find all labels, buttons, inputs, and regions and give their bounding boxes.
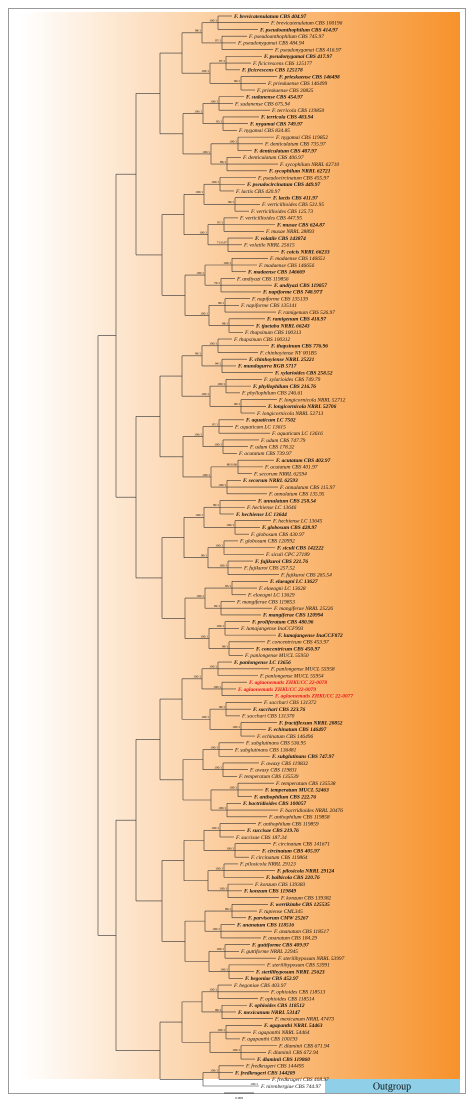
taxon-label: F. panlongense MUCL 55958 — [271, 666, 335, 673]
taxon-label: F. fredkrugeri CBS 144209 — [235, 1070, 296, 1077]
taxon-label: F. pseudonygamai CBS 484.94 — [238, 40, 305, 47]
taxon-label: F. konzum CBS 119849 — [244, 888, 297, 895]
taxon-label: F. elaeagni LC 13629 — [248, 592, 295, 599]
support-value: 87/1 — [218, 58, 225, 63]
support-value: 100/1 — [194, 109, 202, 114]
taxon-label: F. fujikuroi CBS 221.76 — [255, 558, 309, 565]
taxon-label: F. ananatum CBS 184.29 — [263, 935, 317, 942]
taxon-label: F. pseudonygamai CBS 417.97 — [264, 54, 333, 61]
support-value: 100/1 — [196, 593, 204, 598]
taxon-label: F. sterilihyposum NRRL 53997 — [278, 955, 345, 962]
taxon-label: F. madaense CBS 146669 — [248, 269, 305, 276]
taxon-label: F. verticillioides CBS 447.95 — [240, 215, 303, 222]
taxon-label: F. panlongense MUCL 55954 — [260, 673, 324, 680]
support-value: 100/1 — [193, 674, 201, 679]
taxon-label: F. denticulatum CBS 735.97 — [265, 141, 326, 148]
taxon-label: F. guttiforme NRRL 22945 — [241, 949, 299, 956]
support-value: 100/1 — [229, 139, 237, 144]
taxon-label: F. sterilihyposum CBS 53991 — [267, 962, 330, 969]
support-value: 100/1 — [226, 846, 234, 851]
taxon-label: F. temperatum MUCL 52463 — [265, 787, 329, 794]
support-value: 97/1 — [216, 220, 223, 225]
support-value: 100/1 — [250, 1081, 258, 1086]
taxon-label: F. pseudoanthophilum CBS 414.97 — [260, 27, 338, 34]
support-value: 98/1 — [221, 321, 228, 326]
taxon-label: F. pseudocircinatum CBS 455.97 — [258, 175, 329, 182]
taxon-label: F. temperatum CBS 135539 — [239, 774, 299, 781]
taxon-label: F. siculi CPC 27189 — [266, 552, 310, 559]
support-value: 99/1 — [214, 1007, 221, 1012]
support-value: 100/1 — [226, 523, 234, 528]
support-value: 100/1 — [232, 1048, 240, 1053]
support-value: 95/1 — [224, 583, 231, 588]
taxon-label: F. verticillioides CBS 531.95 — [262, 202, 325, 209]
support-value: 100/1 — [209, 664, 217, 669]
taxon-label: F. globosum CBS 120992 — [240, 538, 295, 545]
taxon-label: F. elaeagni LC 13627 — [270, 579, 318, 586]
support-value: 100/1 — [195, 513, 203, 518]
taxon-label: F. madaense CBS 146656 — [259, 262, 315, 269]
taxon-label: F. mangiferae CBS 120994 — [263, 612, 324, 619]
support-value: 97/1 — [214, 38, 221, 43]
support-value: 100/1 — [220, 967, 228, 972]
support-value: 100/1 — [202, 149, 210, 154]
taxon-label: F. nirenbergiae CBS 744.97 — [261, 1083, 321, 1090]
taxon-label: F. aquaticum LC 7502 — [246, 417, 296, 424]
support-value: 100/1 — [210, 99, 218, 104]
taxon-label: F. chinhoyiense NY 001B5 — [260, 350, 317, 357]
support-value: 99/1 — [233, 79, 240, 84]
support-value: 99/1 — [200, 553, 207, 558]
support-value: 100/1 — [214, 442, 222, 447]
support-value: 100/1 — [196, 270, 204, 275]
taxon-label: F. fredkrugeri CBS 144495 — [246, 1063, 305, 1070]
taxon-label: F. dlaminii CBS 672.94 — [268, 1050, 319, 1057]
taxon-label: F. acutatum CBS 401.97 — [265, 464, 318, 471]
taxon-label: F. sudanense CBS 454.97 — [246, 94, 303, 101]
taxon-label: F. sycophilum NRRL 62710 — [280, 161, 340, 168]
taxon-label: F. konzum CBS 139382 — [281, 895, 332, 902]
taxon-label: F. proliferatum CBS 480.96 — [252, 619, 314, 626]
taxon-label: F. dlaminii CBS 119860 — [257, 1056, 310, 1063]
taxon-label: F. subglutinans CBS 136481 — [235, 747, 297, 754]
support-value: 100/1 — [218, 482, 226, 487]
taxon-label: F. ophioides CBS 118512 — [249, 1003, 305, 1010]
taxon-label: F. mexicanum NRRL 53147 — [238, 1009, 300, 1016]
support-value: 100/1 — [215, 543, 223, 548]
taxon-label: F. napiforme CBS 135139 — [252, 296, 308, 303]
taxon-label: F. ramigenum CBS 526.97 — [278, 309, 335, 316]
taxon-label: F. anthophilum CBS 222.76 — [254, 794, 317, 801]
support-value: 95/1 — [215, 119, 222, 124]
taxon-label: F. elaeagni LC 13628 — [259, 585, 306, 592]
support-value: 100/1 — [219, 886, 227, 891]
taxon-label: F. echinatum CBS 146497 — [268, 727, 327, 734]
support-value: 100/1 — [211, 826, 219, 831]
taxon-label: F. globosum CBS 430.97 — [251, 531, 305, 538]
taxon-label: F. pseudocircinatum CBS 449.97 — [247, 182, 321, 189]
taxon-label: F. terricola CBS 119850 — [272, 108, 325, 115]
taxon-label: F. mangiferae NRRL 25226 — [274, 606, 334, 613]
taxon-label: F. ananatum CBS 118517 — [274, 929, 329, 936]
taxon-label: F. aglaonematis ZHKUCC 22-0078 — [249, 680, 328, 687]
taxon-label: F. tjaetaba NRRL 66243 — [256, 323, 310, 330]
taxon-label: F. sudanense CBS 675.94 — [235, 101, 290, 108]
taxon-label: F. guttiforme CBS 409.97 — [252, 942, 309, 949]
support-value: 100/1 — [200, 634, 208, 639]
support-value: 100/1 — [212, 927, 220, 932]
taxon-label: F. fujikuroi CBS 257.52 — [244, 565, 295, 572]
taxon-label: F. concentricum CBS 453.97 — [267, 639, 329, 646]
scale-bar — [224, 1093, 254, 1100]
support-value: 100/1 — [194, 432, 202, 437]
taxon-label: F. pseudonygamai CBS 416.97 — [275, 47, 342, 54]
support-value: 100/1 — [210, 745, 218, 750]
taxon-label: F. ophioides CBS 118513 — [271, 989, 326, 996]
support-value: 82/1 — [213, 604, 220, 609]
support-value: 100/1 — [195, 190, 203, 195]
taxon-label: F. aglaonematis ZHKUCC 22-0077 — [275, 693, 354, 700]
taxon-label: F. begoniae CBS 403.97 — [234, 982, 287, 989]
taxon-label: F. succisae CBS 187.34 — [236, 834, 287, 841]
taxon-label: F. pilosicola NRRL 29124 — [277, 868, 335, 875]
taxon-label: F. secorum NRRL 62593 — [243, 478, 298, 485]
taxon-label: F. subglutinans CBS 747.97 — [272, 754, 335, 761]
ingroup-background — [20, 12, 460, 1079]
taxon-label: F. terricola CBS 483.94 — [261, 114, 314, 121]
taxon-label: F. aquaticum LC 13615 — [235, 424, 286, 431]
support-value: 100/1 — [229, 785, 237, 790]
support-value: 100/1 — [201, 715, 209, 720]
support-value: 100/1 — [232, 725, 240, 730]
taxon-label: F. longicornicola NRRL 52713 — [257, 410, 324, 417]
taxon-label: F. verticillioides CBS 125.73 — [251, 208, 314, 215]
taxon-label: F. xylarioides CBS 258.52 — [275, 370, 333, 377]
support-value: 100/1 — [217, 1027, 225, 1032]
taxon-label: F. echinatum CBS 146496 — [257, 733, 314, 740]
taxon-label: F. xylarioides CBS 749.79 — [264, 377, 321, 384]
taxon-label: F. annulatum CBS 135.95 — [269, 491, 325, 498]
taxon-label: F. thapsinum CBS 100312 — [234, 336, 291, 343]
taxon-label: F. agapanthi NRRL 54463 — [264, 1023, 323, 1030]
taxon-label: F. brevicatenulatum CBS 404.97 — [234, 13, 307, 20]
taxon-label: F. thapsinum CBS 776.96 — [271, 343, 328, 350]
taxon-label: F. volatile CBS 143874 — [255, 235, 306, 242]
support-value: 100/1 — [209, 341, 217, 346]
taxon-label: F. madaense CBS 146651 — [270, 256, 326, 263]
support-value: 100/1 — [223, 260, 231, 265]
taxon-label: F. andiyazi CBS 119857 — [274, 282, 327, 289]
taxon-label: F. acutatum CBS 402.97 — [276, 457, 331, 464]
taxon-label: F. prieskaense CBS 146499 — [268, 81, 328, 88]
taxon-label: F. thapsinum CBS 100313 — [245, 330, 302, 337]
support-value: 99/1 — [227, 200, 234, 205]
support-value: 76/1 — [213, 280, 220, 285]
support-value: 99/1 — [194, 351, 201, 356]
taxon-label: F. globosum CBS 428.97 — [262, 525, 317, 532]
taxon-label: F. annulatum CBS 258.54 — [258, 498, 316, 505]
taxon-label: F. temperatum CBS 135538 — [276, 780, 336, 787]
taxon-label: F. fredkrugeri CBS 408.97 — [272, 1077, 329, 1084]
taxon-label: F. bactridioides NRRL 20476 — [280, 807, 343, 814]
taxon-label: F. chinhoyiense NRRL 25221 — [249, 357, 315, 364]
taxon-label: F. balbicola CBS 220.76 — [266, 875, 320, 882]
taxon-label: F. ananatum CBS 118516 — [237, 922, 295, 929]
taxon-label: F. ophioides CBS 118514 — [260, 996, 315, 1003]
taxon-label: F. mundagurra RGB 5717 — [238, 363, 297, 370]
taxon-label: F. napiforme CBS 135141 — [241, 303, 297, 310]
support-value: 98/1 — [194, 28, 201, 33]
taxon-label: F. brevicatenulatum CBS 100196 — [271, 20, 343, 27]
taxon-label: F. lumajangense InaCCF993 — [241, 626, 304, 633]
taxon-label: F. mangiferae CBS 119853 — [237, 599, 295, 606]
support-value: 100/1 — [199, 230, 207, 235]
taxon-label: F. sacchari CBS 131370 — [242, 713, 295, 720]
taxon-label: F. agapanthi NRRL 54464 — [253, 1029, 310, 1036]
taxon-label: F. musae CBS 624.87 — [277, 222, 325, 229]
taxon-label: F. fujikuroi CBS 265.54 — [281, 572, 332, 579]
support-value: 100/1 — [209, 987, 217, 992]
support-value: 100/1 — [200, 311, 208, 316]
taxon-label: F. subglutinans CBS 536.95 — [246, 740, 306, 747]
scale-bar-label: 0.008 — [235, 1096, 243, 1100]
support-value: 100/1 — [215, 866, 223, 871]
taxon-label: F. hechiense LC 13644 — [236, 511, 287, 518]
support-value: 99/1 — [221, 644, 228, 649]
taxon-label: F. tupiense CML345 — [259, 908, 303, 915]
taxon-label: F. coicis NRRL 66233 — [281, 249, 330, 256]
taxon-label: F. prieskaense CBS 146498 — [279, 74, 340, 81]
support-value: 80/0.96 — [226, 462, 237, 467]
support-value: 100/1 — [209, 18, 217, 23]
taxon-label: F. anthophilum CBS 119858 — [269, 814, 330, 821]
support-value: 97/1 — [211, 422, 218, 427]
support-value: 100/1 — [219, 563, 227, 568]
taxon-label: F. prieskaense CBS 30825 — [257, 87, 314, 94]
taxon-label: F. circinatum CBS 119864 — [251, 854, 308, 861]
taxon-label: F. phyllophilum CBS 216.76 — [253, 383, 316, 390]
taxon-label: F. denticulatum CBS 407.97 — [254, 148, 317, 155]
taxon-label: F. longicornicola NRRL 52706 — [268, 404, 337, 411]
taxon-label: F. musae NRRL 28893 — [266, 229, 315, 236]
taxon-label: F. dlaminii CBS 671.94 — [279, 1043, 330, 1050]
taxon-label: F. awaxy CBS 119831 — [250, 767, 298, 774]
taxon-label: F. lumajangense InaCCF872 — [278, 632, 343, 639]
taxon-label: F. awaxy CBS 119832 — [261, 760, 309, 767]
taxon-label: F. acutatum CBS 739.97 — [239, 451, 292, 458]
taxon-label: F. volatile NRRL 25615 — [244, 242, 295, 249]
support-value: 99/1 — [233, 402, 240, 407]
support-value: 100/1 — [217, 381, 225, 386]
taxon-label: F. pilosicola NRRL 29123 — [240, 861, 296, 868]
outgroup-label: Outgroup — [372, 1081, 412, 1093]
support-value: 100/1 — [202, 472, 210, 477]
taxon-label: F. siculi CBS 142222 — [277, 545, 324, 552]
support-value: 99/1 — [212, 503, 219, 508]
taxon-label: F. anthophilum CBS 119859 — [258, 821, 319, 828]
taxon-label: F. ficicrescens CBS 125177 — [253, 60, 312, 67]
taxon-label: F. begoniae CBS 452.97 — [245, 976, 299, 983]
taxon-label: F. udum CBS 747.79 — [261, 437, 306, 444]
support-value: 100/1 — [218, 805, 226, 810]
taxon-label: F. aquaticum LC 13616 — [272, 431, 323, 438]
taxon-label: F. annulatum CBS 115.97 — [280, 484, 336, 491]
taxon-label: F. werrikimbe CBS 125535 — [270, 902, 330, 909]
taxon-label: F. sterilihyposum NRRL 25623 — [256, 969, 325, 976]
support-value: 99/1 — [224, 906, 231, 911]
support-value: 100/1 — [201, 69, 209, 74]
taxon-label: F. andiyazi CBS 119856 — [237, 276, 289, 283]
taxon-label: F. concentricum CBS 450.97 — [256, 646, 320, 653]
taxon-label: F. fractiflexum NRRL 28852 — [279, 720, 343, 727]
taxon-label: F. mexicanum NRRL 47473 — [275, 1016, 335, 1023]
taxon-label: F. sycophilum NRRL 62721 — [269, 168, 331, 175]
support-value: 100/1 — [210, 1068, 218, 1073]
taxon-label: F. bactridioides CBS 100057 — [243, 801, 307, 808]
taxon-label: F. secorum NRRL 62594 — [254, 471, 307, 478]
taxon-label: F. pseudoanthophilum CBS 745.97 — [249, 33, 324, 40]
support-value: 94/1 — [214, 361, 221, 366]
support-value: 100/1 — [201, 392, 209, 397]
taxon-label: F. aglaonematis ZHKUCC 22-0079 — [238, 686, 317, 693]
support-value: 99/1 — [217, 301, 224, 306]
taxon-label: F. sacchari CBS 223.76 — [253, 706, 306, 713]
taxon-label: F. ficicrescens CBS 125178 — [242, 67, 303, 74]
support-value: 100/1 — [213, 684, 221, 689]
taxon-label: F. panlongense LC 13656 — [234, 659, 291, 666]
taxon-label: F. lactis CBS 420.97 — [236, 188, 281, 195]
taxon-label: F. konzum CBS 139383 — [255, 881, 306, 888]
taxon-label: F. parvisorum CMW 25267 — [248, 915, 309, 922]
support-value: 71/0.97 — [216, 240, 227, 245]
taxon-label: F. longicornicola NRRL 52712 — [279, 397, 346, 404]
taxon-label: F. lactis CBS 411.97 — [273, 195, 318, 202]
taxon-label: F. denticulatum CBS 406.97 — [243, 155, 304, 162]
support-value: 100/1 — [216, 624, 224, 629]
taxon-label: F. ramigenum CBS 418.97 — [267, 316, 327, 323]
taxon-label: F. hechiense LC 13646 — [247, 505, 297, 512]
taxon-label: F. phyllophilum CBS 246.61 — [242, 390, 303, 397]
taxon-label: F. agapanthi CBS 100193 — [242, 1036, 298, 1043]
taxon-label: F. nygamai CBS 749.97 — [250, 121, 303, 128]
taxon-label: F. udum CBS 178.32 — [250, 444, 295, 451]
taxon-label: F. hechiense LC 13645 — [273, 518, 323, 525]
support-value: 100/1 — [211, 180, 219, 185]
support-value: 86/1 — [219, 159, 226, 164]
taxon-label: F. napiforme CBS 748.97T — [263, 289, 323, 296]
support-value: 99/1 — [218, 704, 225, 709]
taxon-label: F. circinatum CBS 141671 — [273, 841, 330, 848]
taxon-label: F. panlongense MUCL 55950 — [245, 653, 309, 660]
taxon-label: F. nygamai CBS 119852 — [276, 134, 328, 141]
taxon-label: F. circinatum CBS 405.97 — [262, 848, 320, 855]
support-value: 100/1 — [214, 765, 222, 770]
support-value: 100/1 — [216, 947, 224, 952]
taxon-label: F. nygamai CBS 834.85 — [239, 128, 290, 135]
taxon-label: F. sacchari CBS 131372 — [264, 700, 317, 707]
taxon-label: F. succisae CBS 219.76 — [247, 828, 299, 835]
